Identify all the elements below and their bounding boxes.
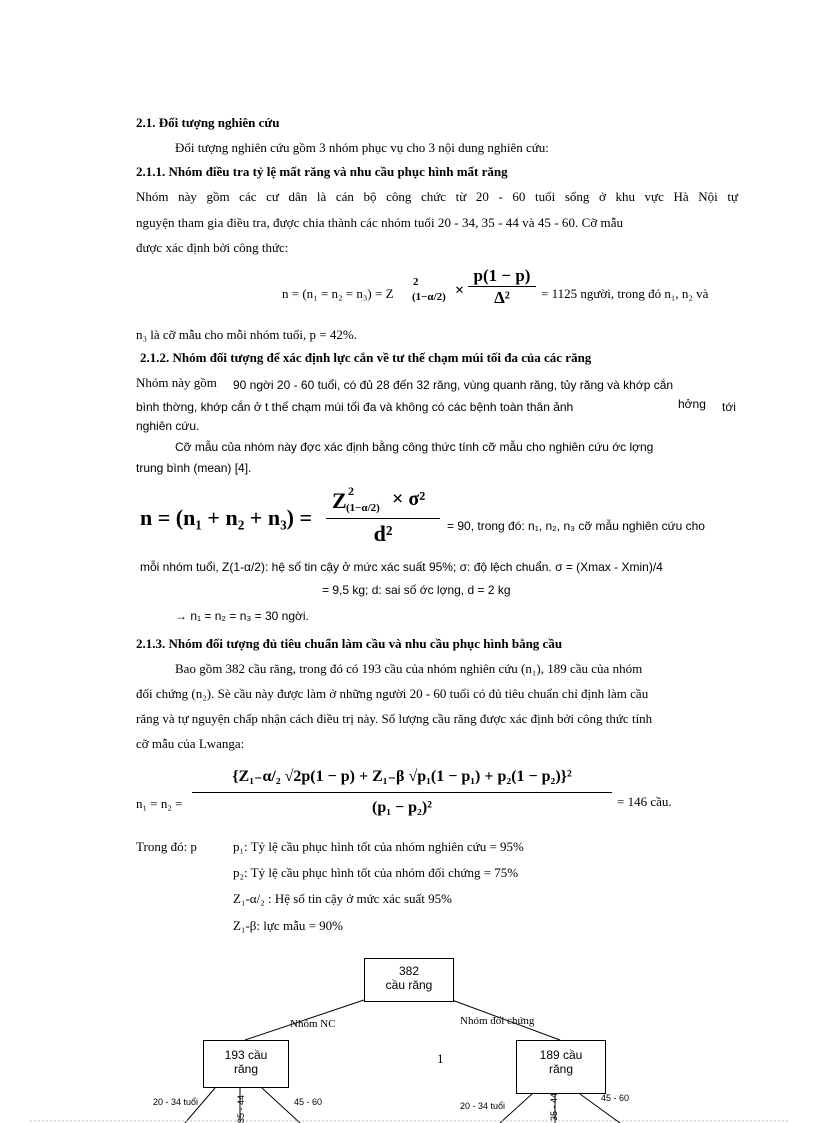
formula2-num-z: Z [332,488,347,513]
page-number: 1 [437,1051,444,1066]
formula1-lhs: n = (n₁ = n₂ = n₃) = Z [282,286,394,301]
s211-after: n₃ là cỡ mẫu cho mỗi nhóm tuổi, p = 42%. [136,327,357,342]
formula1-rhs: = 1125 người, trong đó n₁, n₂ và [541,286,709,301]
formula2-num-sub: (1−α/2) [346,502,380,514]
formula2-lhs: n = (n₁ + n₂ + n₃) = [140,505,313,530]
left-age-1: 20 - 34 tuổi [153,1097,199,1107]
right-age-2: 35 - 44 [549,1092,559,1121]
s212-line4: Cỡ mẫu của nhóm này đợc xác định bằng công thức tính cỡ mẫu cho nghiên cứu ớc lợng [175,440,654,454]
def-z1: Z₁-α/₂ : Hệ số tin cậy ở mức xác suất 95% [233,891,452,906]
node-root-label: 382 cầu răng [385,964,433,992]
edge-label-left: Nhóm NC [290,1018,336,1030]
right-age-1: 20 - 34 tuổi [460,1101,506,1111]
subsection-211-heading: 2.1.1. Nhóm điều tra tỷ lệ mất răng và nhu cầu phục hình mất răng [136,164,508,179]
s213-line2: đối chứng (n₂). Sè cầu này được làm ở những người 20 - 60 tuổi có đủ tiêu chuẩn chỉ định làm cầu [136,686,649,701]
section-heading: 2.1. Đối tượng nghiên cứu [136,115,280,130]
s212-result: → n₁ = n₂ = n₃ = 30 ngời. [175,609,309,623]
s212-def2: = 9,5 kg; d: sai số ớc lợng, d = 2 kg [322,583,511,597]
s212-line5: trung bình (mean) [4]. [136,461,252,475]
s212-line2-b: hởng [678,397,706,411]
left-age-2: 35 - 44 [236,1094,246,1123]
def-z2: Z₁-β: lực mẫu = 90% [233,918,343,933]
s211-line1: Nhóm này gồm các cư dân là cán bộ công chức từ 20 - 60 tuổi sống ở khu vực Hà Nội tự [136,189,738,204]
formula3-lhs: n₁ = n₂ = [136,796,183,811]
node-right-label: 189 cầu răng [539,1048,583,1076]
formula2-rhs: = 90, trong đó: n₁, n₂, n₃ cỡ mẫu nghiên cứu cho [447,519,705,533]
s212-line2-a: bình thờng, khớp cắn ở t thế chạm múi tối đa và không có các bệnh toàn thân ảnh [136,400,574,414]
def-p1: p₁: Tỷ lệ cầu phục hình tốt của nhóm nghiên cứu = 95% [233,839,524,854]
s213-line3: răng và tự nguyện chấp nhận cách điều trị này. Số lượng cầu răng được xác định bởi công thức tính [136,711,653,726]
subsection-212-heading: 2.1.2. Nhóm đối tượng để xác định lực cắn về tư thế chạm múi tối đa của các răng [140,350,592,365]
s212-line3: nghiên cứu. [136,419,200,433]
node-left [203,1040,289,1088]
node-root [364,958,454,1002]
formula2-num-sup: 2 [348,484,354,498]
left-age-3: 45 - 60 [294,1097,323,1107]
edge-label-right: Nhóm đối chứng [460,1015,535,1027]
s212-line2-c: tới [722,400,736,414]
formula1-z-sub: (1−α/2) [412,291,446,303]
formula3-numerator: {Z₁₋α/₂ √2p(1 − p) + Z₁₋β √p₁(1 − p₁) + p₂(1 − p₂)}² [232,768,572,785]
s212-line1-b: 90 ngời 20 - 60 tuổi, có đủ 28 đến 32 răng, vùng quanh răng, tủy răng và khớp cắn [233,378,674,392]
formula1-numerator: p(1 − p) [473,266,531,285]
formula1-denominator: Δ² [468,286,536,309]
s212-def1: mỗi nhóm tuổi, Z(1-α/2): hệ số tin cậy ở mức xác suất 95%; σ: độ lệch chuẩn. σ = (Xmax - Xmin)/4 [140,560,663,574]
node-left-label: 193 cầu răng [224,1048,268,1076]
formula1-z-sup: 2 [413,276,419,288]
s213-line1: Bao gồm 382 cầu răng, trong đó có 193 cầu của nhóm nghiên cứu (n₁), 189 cầu của nhóm [175,661,643,676]
subsection-213-heading: 2.1.3. Nhóm đối tượng đủ tiêu chuẩn làm cầu và nhu cầu phục hình bằng cầu [136,636,563,651]
node-right [516,1040,606,1094]
s211-line3: được xác định bởi công thức: [136,240,289,255]
formula3-rhs: = 146 cầu. [617,794,672,809]
right-age-3: 45 - 60 [601,1093,630,1103]
where-label: Trong đó: p [136,839,197,854]
section-intro: Đối tượng nghiên cứu gồm 3 nhóm phục vụ cho 3 nội dung nghiên cứu: [175,140,549,155]
formula2-denominator: d² [326,518,440,549]
s211-line2: nguyện tham gia điều tra, được chia thành các nhóm tuổi 20 - 34, 35 - 44 và 45 - 60. Cỡ mẫu [136,215,624,230]
s212-line1-a: Nhóm này gồm [136,375,217,390]
s213-line4: cỡ mẫu của Lwanga: [136,736,245,751]
def-p2: p₂: Tỷ lệ cầu phục hình tốt của nhóm đối chứng = 75% [233,865,519,880]
formula3-denominator: (p₁ − p₂)² [192,792,612,823]
formula2-num-rest: × σ² [392,488,426,510]
formula1-times: × [455,282,465,299]
